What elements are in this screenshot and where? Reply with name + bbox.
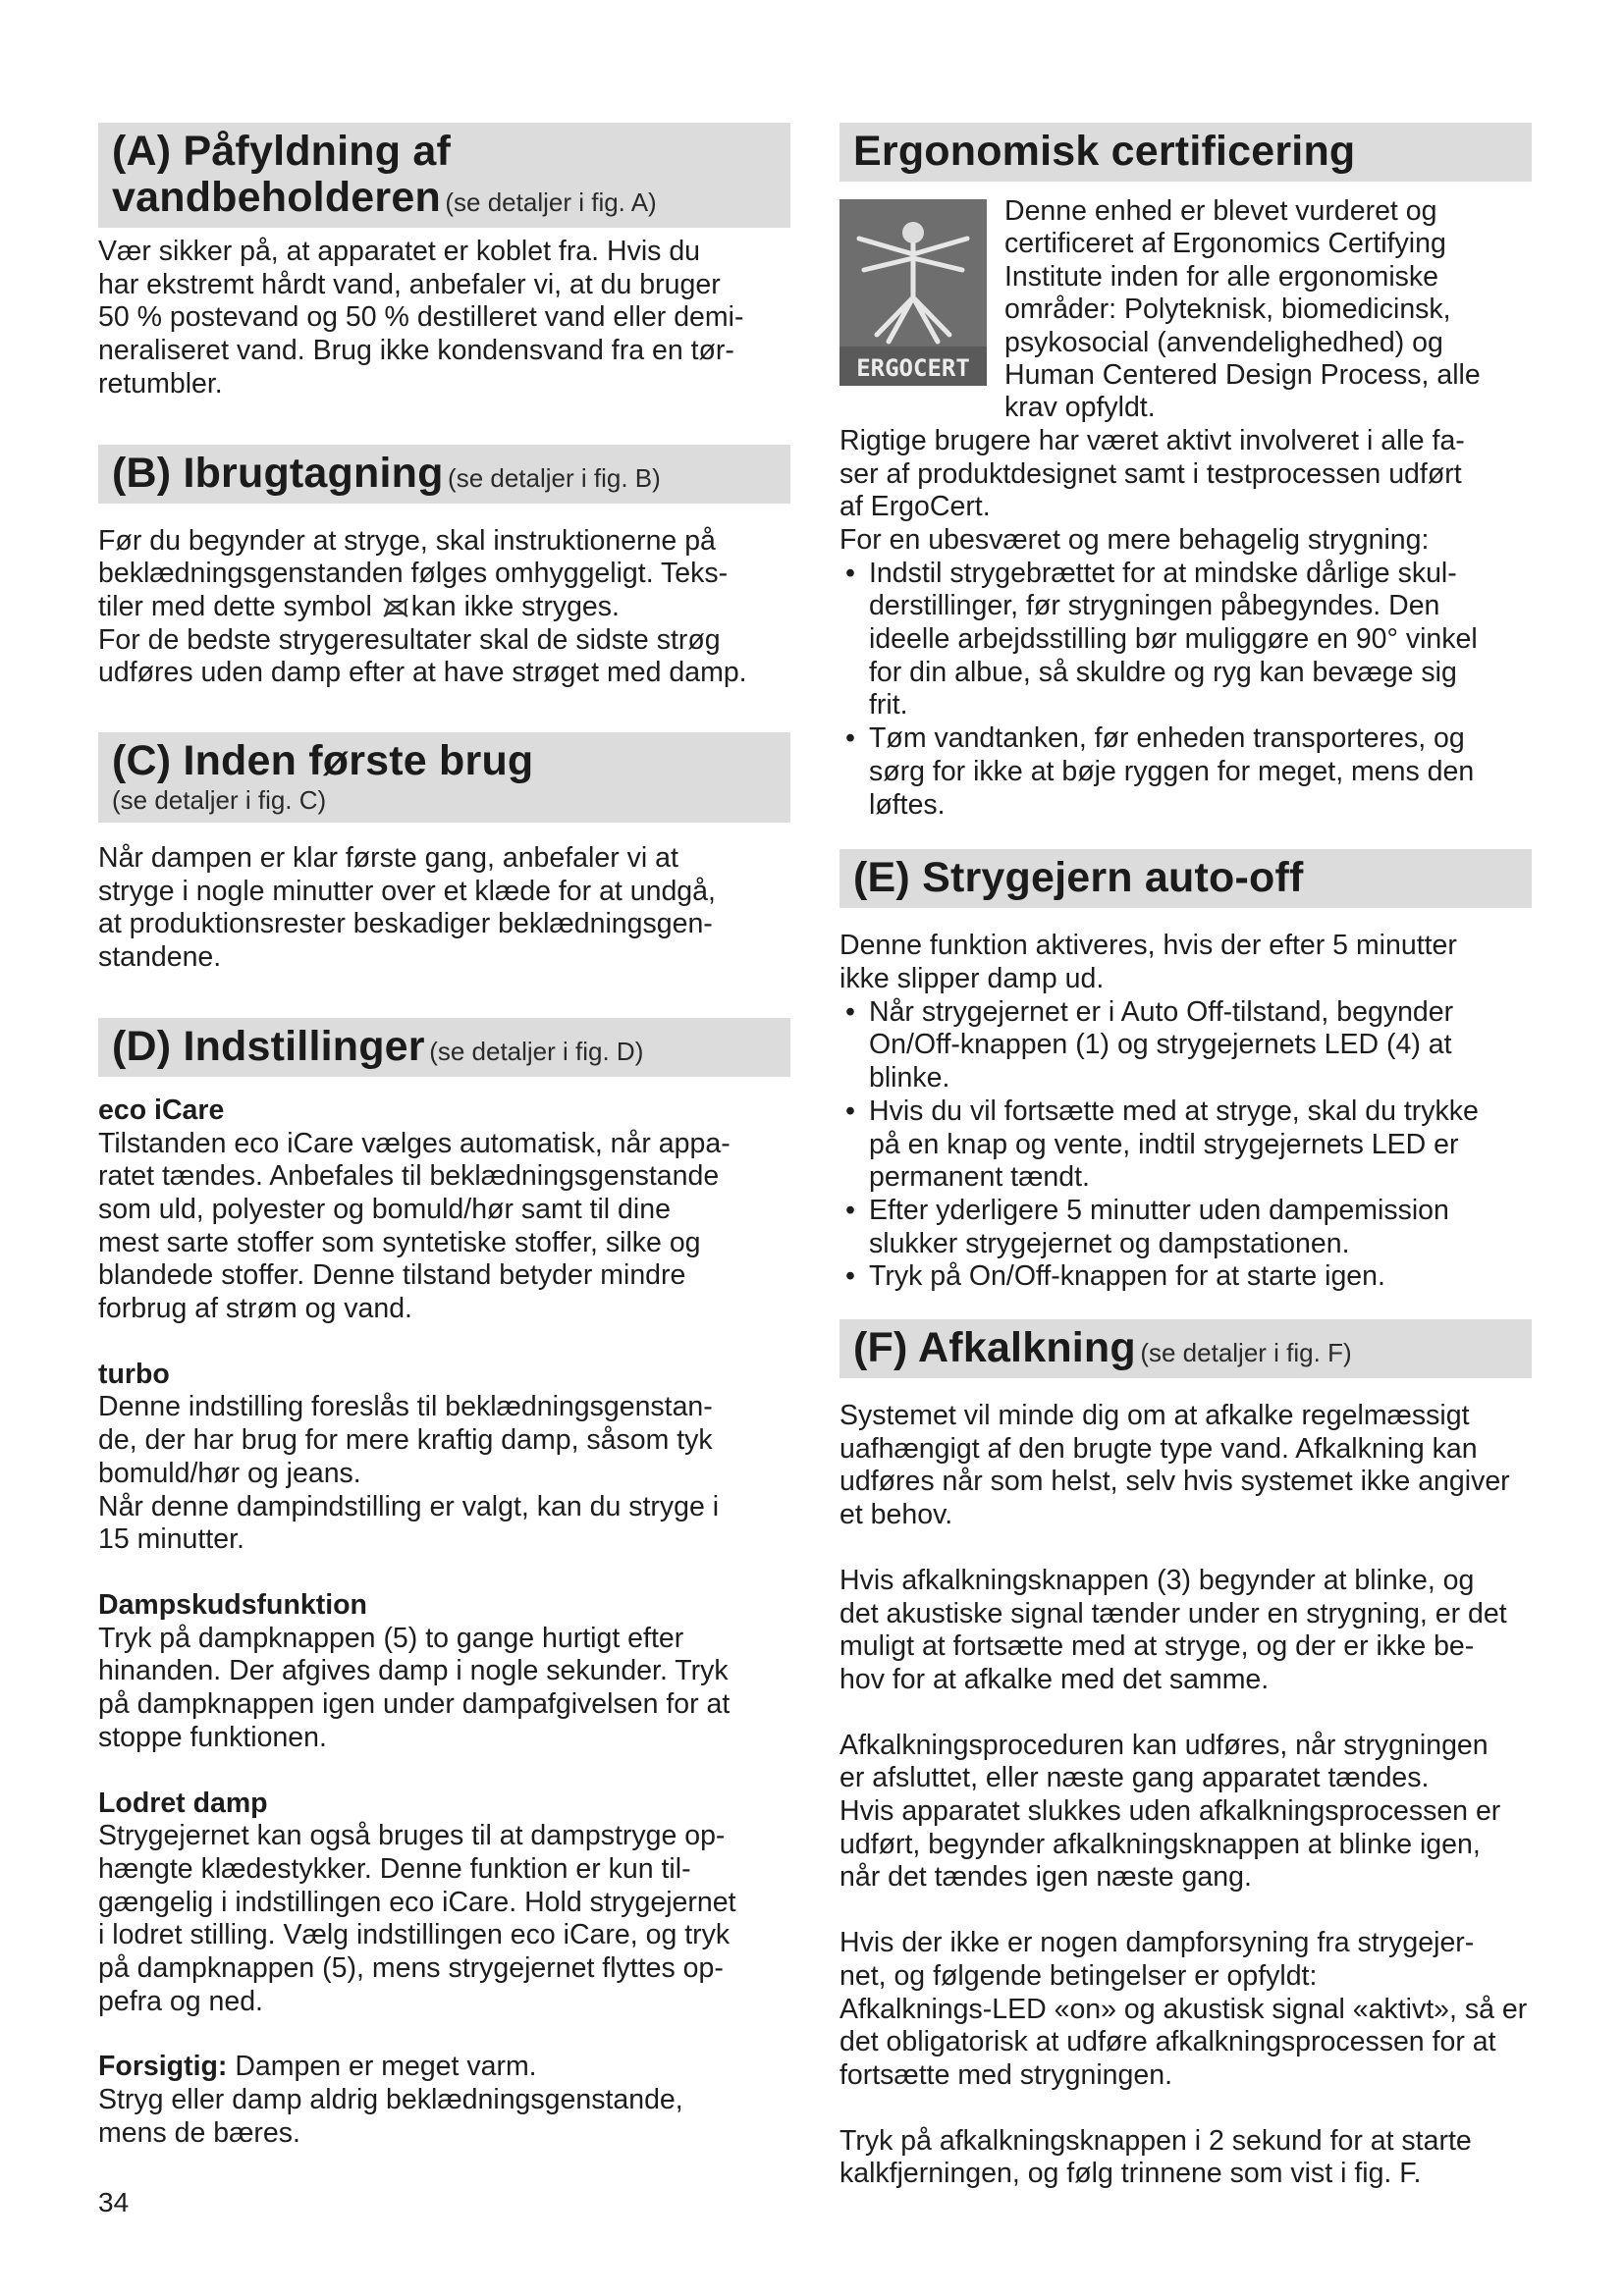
text-line: hængte klædestykker. Denne funktion er kun til- (98, 1852, 691, 1885)
text-line: Vær sikker på, at apparatet er koblet fra. Hvis du (98, 236, 701, 267)
text-line: Denne funktion aktiveres, hvis der efter 5 minutter (839, 930, 1457, 962)
section-c-header (98, 732, 790, 823)
text-line: Hvis afkalkningsknappen (3) begynder at blinke, og (839, 1564, 1475, 1596)
text-line: Rigtige brugere har været aktivt involveret i alle fa- (839, 424, 1465, 456)
ergocert-logo (839, 199, 987, 386)
bullet-line: Efter yderligere 5 minutter uden dampemission (869, 1194, 1449, 1226)
text-line: stoppe funktionen. (98, 1721, 327, 1753)
text-line: i lodret stilling. Vælg indstillingen eco iCare, og tryk (98, 1919, 731, 1951)
caution-line (98, 2051, 790, 2084)
section-c-title: (C) Inden første brug (112, 737, 534, 785)
text-line: Human Centered Design Process, alle (1004, 359, 1481, 392)
bullet-line: for din albue, så skuldre og ryg kan bevæge sig (869, 656, 1457, 688)
section-a-title-line2-wrap (112, 175, 777, 221)
text-line: 50 % postevand og 50 % destilleret vand eller demi- (98, 301, 744, 334)
text-line: på dampknappen igen under dampafgivelsen for at (98, 1688, 731, 1721)
text-line: stryge i nogle minutter over et klæde for at undgå, (98, 875, 716, 907)
text-line: mens de bæres. (98, 2116, 300, 2149)
text-line: Tryk på dampknappen (5) to gange hurtigt efter (98, 1622, 684, 1654)
text-line: Når dampen er klar første gang, anbefaler vi at (98, 842, 678, 875)
ergo-logo-row (839, 195, 1532, 425)
section-b-title: (B) Ibrugtagning (112, 449, 444, 497)
symbol-text-pre: tiler med dette symbol (98, 590, 372, 622)
section-c-body (98, 842, 790, 975)
list-item (839, 996, 1532, 1095)
text-line: mest sarte stoffer som syntetiske stoffer, silke og (98, 1226, 701, 1258)
bullet-line: On/Off-knappen (1) og strygejernets LED (4) at (869, 1029, 1452, 1061)
bullet-line: Hvis du vil fortsætte med at stryge, skal du trykke (869, 1095, 1479, 1127)
text-line: ratet tændes. Anbefales til beklædningsgenstande (98, 1160, 720, 1193)
section-a-header (98, 123, 790, 228)
section-d-body (98, 1095, 790, 2151)
text-line: fortsætte med strygningen. (839, 2058, 1172, 2091)
section-f-body (839, 1400, 1532, 2191)
text-line: Når denne dampindstilling er valgt, kan du stryge i (98, 1490, 720, 1522)
section-d-title: (D) Indstillinger (112, 1022, 425, 1070)
section-d-header (98, 1018, 790, 1077)
bullet-line: Tryk på On/Off-knappen for at starte igen. (869, 1260, 1385, 1293)
text-line: neraliseret vand. Brug ikke kondensvand fra en tør- (98, 335, 734, 367)
list-item (839, 1195, 1532, 1260)
ergo-bullet-list (839, 558, 1532, 823)
text-line: som uld, polyester og bomuld/hør samt til dine (98, 1193, 671, 1225)
text-line: Stryg eller damp aldrig beklædningsgenstande, (98, 2084, 683, 2116)
text-line: krav opfyldt. (1004, 392, 1156, 424)
text-line: 15 minutter. (98, 1523, 244, 1556)
text-line: gængelig i indstillingen eco iCare. Hold strygejernet (98, 1886, 736, 1918)
list-item (839, 558, 1532, 723)
bullet-line: permanent tændt. (869, 1161, 1090, 1194)
section-a-title-line1: (A) Påfyldning af (112, 128, 452, 175)
text-line: hov for at afkalke med det samme. (839, 1663, 1270, 1695)
section-a-title-line2: vandbeholderen (112, 174, 441, 221)
caution-label: Forsigtig: (98, 2051, 228, 2083)
text-line: hinanden. Der afgives damp i nogle sekunder. Tryk (98, 1655, 729, 1687)
bullet-line: slukker strygejernet og dampstationen. (869, 1227, 1350, 1259)
text-line: ser af produktdesignet samt i testprocessen udført (839, 457, 1462, 490)
text-line: standene. (98, 941, 222, 974)
section-b-subtitle: (se detaljer i fig. B) (448, 462, 661, 493)
section-c-subtitle: (se detaljer i fig. C) (112, 785, 327, 816)
text-line: For de bedste strygeresultater skal de sidste strøg (98, 623, 721, 656)
text-line: beklædningsgenstanden følges omhyggeligt. Teks- (98, 558, 729, 590)
left-column (98, 123, 790, 2151)
section-f-title: (F) Afkalkning (853, 1324, 1136, 1372)
bullet-line: løftes. (869, 788, 946, 821)
text-line: Denne indstilling foreslås til beklædningsgenstan- (98, 1391, 713, 1423)
text-line: de, der har brug for mere kraftig damp, såsom tyk (98, 1424, 713, 1457)
text-line: det obligatorisk at udføre afkalkningsprocessen for at (839, 2026, 1496, 2058)
section-e-body (839, 930, 1532, 1294)
right-column (839, 123, 1532, 2191)
text-line: Afkalknings-LED «on» og akustisk signal «aktivt», så er (839, 1993, 1528, 2025)
bullet-line: ideelle arbejdsstilling bør muliggøre en 90° vinkel (869, 623, 1478, 656)
text-line: Hvis apparatet slukkes uden afkalkningsprocessen er (839, 1795, 1501, 1828)
text-line: udført, begynder afkalkningsknappen at blinke igen, (839, 1828, 1481, 1860)
auto-off-bullet-list (839, 996, 1532, 1294)
text-line: net, og følgende betingelser er opfyldt: (839, 1959, 1318, 1992)
bullet-line: Tøm vandtanken, før enheden transporteres, og (869, 722, 1465, 755)
ergo-title: Ergonomisk certificering (853, 128, 1356, 175)
text-line: muligt at fortsætte med at stryge, og der er ikke be- (839, 1630, 1475, 1663)
list-item (839, 1095, 1532, 1195)
ergo-side-text (1004, 195, 1481, 425)
list-item (839, 1260, 1532, 1294)
text-line: områder: Polyteknisk, biomedicinsk, (1004, 294, 1451, 326)
text-line: at produktionsrester beskadiger beklædningsgen- (98, 908, 713, 940)
ergo-header (839, 123, 1532, 182)
section-e-header (839, 849, 1532, 908)
text-line-with-symbol (98, 591, 790, 624)
text-line: forbrug af strøm og vand. (98, 1293, 412, 1325)
ergocert-logo-text: ERGOCERT (856, 354, 970, 382)
text-line: af ErgoCert. (839, 491, 991, 523)
caution-text: Dampen er meget varm. (227, 2051, 537, 2083)
bullet-line: frit. (869, 689, 908, 721)
text-line: udføres uden damp efter at have strøget med damp. (98, 657, 747, 689)
text-line: når det tændes igen næste gang. (839, 1861, 1252, 1894)
text-line: kalkfjerningen, og følg trinnene som vist i fig. F. (839, 2158, 1422, 2190)
section-b-header (98, 445, 790, 504)
text-line: Systemet vil minde dig om at afkalke regelmæssigt (839, 1400, 1470, 1432)
symbol-text-post: kan ikke stryges. (410, 590, 620, 622)
text-line: Institute inden for alle ergonomiske (1004, 260, 1439, 293)
bullet-line: Indstil strygebrættet for at mindske dårlige skul- (869, 557, 1457, 589)
text-line: Tilstanden eco iCare vælges automatisk, når appa- (98, 1127, 731, 1159)
text-line: Tryk på afkalkningsknappen i 2 sekund for at starte (839, 2124, 1472, 2157)
text-line: uafhængigt af den brugte type vand. Afkalkning kan (839, 1432, 1478, 1465)
bullet-line: blinke. (869, 1062, 950, 1095)
vertical-steam-label: Lodret damp (98, 1787, 268, 1819)
bullet-line: på en knap og vente, indtil strygejernets LED er (869, 1128, 1459, 1160)
text-line: det akustiske signal tænder under en strygning, er det (839, 1597, 1507, 1629)
turbo-label: turbo (98, 1358, 170, 1390)
text-line: pefra og ned. (98, 1985, 263, 2017)
section-e-title: (E) Strygejern auto-off (853, 854, 1304, 902)
page-number: 34 (98, 2187, 130, 2217)
text-line: Afkalkningsproceduren kan udføres, når strygningen (839, 1729, 1489, 1761)
text-line: Denne enhed er blevet vurderet og (1004, 195, 1437, 227)
text-line: har ekstremt hårdt vand, anbefaler vi, at du bruger (98, 268, 721, 300)
text-line: psykosocial (anvendelighedhed) og (1004, 326, 1443, 358)
text-line: bomuld/hør og jeans. (98, 1457, 361, 1489)
text-line: Før du begynder at stryge, skal instruktionerne på (98, 524, 716, 557)
text-line: certificeret af Ergonomics Certifying (1004, 228, 1446, 260)
bullet-line: Når strygejernet er i Auto Off-tilstand, begynder (869, 995, 1454, 1028)
text-line: Hvis der ikke er nogen dampforsyning fra strygejer- (839, 1927, 1475, 1959)
text-line: et behov. (839, 1499, 953, 1531)
eco-icare-label: eco iCare (98, 1094, 225, 1126)
text-line: på dampknappen (5), mens strygejernet flyttes op- (98, 1952, 724, 1985)
no-iron-icon (382, 597, 409, 618)
bullet-line: derstillinger, før strygningen påbegyndes. Den (869, 590, 1440, 622)
text-line: retumbler. (98, 367, 223, 400)
section-a-body (98, 236, 790, 401)
text-line: er afsluttet, eller næste gang apparatet tændes. (839, 1762, 1430, 1794)
ergo-body (839, 425, 1532, 822)
section-f-header (839, 1319, 1532, 1378)
bullet-line: sørg for ikke at bøje ryggen for meget, mens den (869, 755, 1475, 787)
section-b-body (98, 525, 790, 691)
text-line: blandede stoffer. Denne tilstand betyder mindre (98, 1259, 686, 1292)
section-a-subtitle: (se detaljer i fig. A) (445, 187, 657, 217)
list-item (839, 722, 1532, 822)
steam-shot-label: Dampskudsfunktion (98, 1588, 367, 1621)
section-d-subtitle: (se detaljer i fig. D) (429, 1036, 644, 1066)
text-line: For en ubesværet og mere behagelig strygning: (839, 523, 1430, 556)
text-line: udføres når som helst, selv hvis systemet ikke angiver (839, 1466, 1510, 1498)
text-line: Strygejernet kan også bruges til at dampstryge op- (98, 1820, 726, 1852)
text-line: ikke slipper damp ud. (839, 962, 1105, 994)
section-f-subtitle: (se detaljer i fig. F) (1140, 1338, 1352, 1368)
